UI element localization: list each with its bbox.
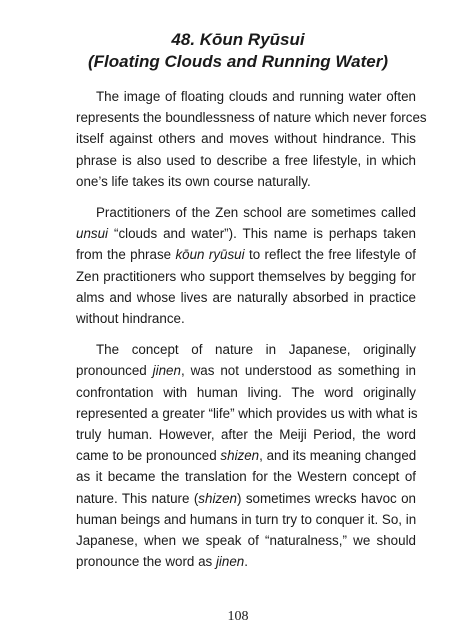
text-line: came to be pronounced shizen, and its meaning changed [76,448,417,464]
text-line: unsui “clouds and water”). This name is perhaps taken [76,226,416,242]
text-line: Practitioners of the Zen school are sometimes called [96,205,416,221]
paragraph [76,86,427,192]
italic-term: jinen [152,363,181,379]
text-line: without hindrance. [76,311,185,327]
paragraph [76,202,416,329]
text-line: one’s life takes its own course naturally. [76,173,311,189]
text-line: represented a greater “life” which provides us with what is [76,405,418,421]
text-line: from the phrase kōun ryūsui to reflect the free lifestyle of [76,247,416,263]
text-line: phrase is also used to describe a free lifestyle, in which [76,152,416,168]
body-text [76,86,427,572]
paragraph [76,339,416,572]
text-line: pronounced jinen, was not understood as something in [76,363,416,379]
text-line: human beings and humans in turn try to conquer it. So, in [76,511,417,527]
text-line: nature. This nature (shizen) sometimes wrecks havoc on [76,490,416,506]
text-line: as it became the translation for the Western concept of [76,469,416,485]
italic-term: shizen [220,448,260,464]
text-line: Japanese, when we speak of “naturalness,” we should [76,533,416,549]
paragraph-gap [76,329,416,339]
italic-term: shizen [198,490,238,506]
text-line: pronounce the word as jinen. [76,554,248,570]
text-line: The concept of nature in Japanese, originally [96,342,416,358]
text-line: represents the boundlessness of nature which never forces [76,110,427,126]
text-line: Zen practitioners who support themselves by begging for [76,268,416,284]
italic-term: unsui [76,226,109,242]
page-number: 108 [227,609,249,624]
text-line: confrontation with human living. The word originally [76,384,416,400]
paragraph-gap [76,192,416,202]
chapter-title: 48. Kōun Ryūsui [171,30,305,49]
text-line: The image of floating clouds and running water often [96,89,416,104]
italic-term: jinen [215,554,245,570]
text-line: itself against others and moves without hindrance. This [76,131,416,147]
text-line: alms and whose lives are naturally absorbed in practice [76,289,416,305]
chapter-subtitle: (Floating Clouds and Running Water) [88,52,388,71]
italic-term: kōun ryūsui [175,247,245,263]
text-line: truly human. However, after the Meiji Period, the word [76,427,416,443]
